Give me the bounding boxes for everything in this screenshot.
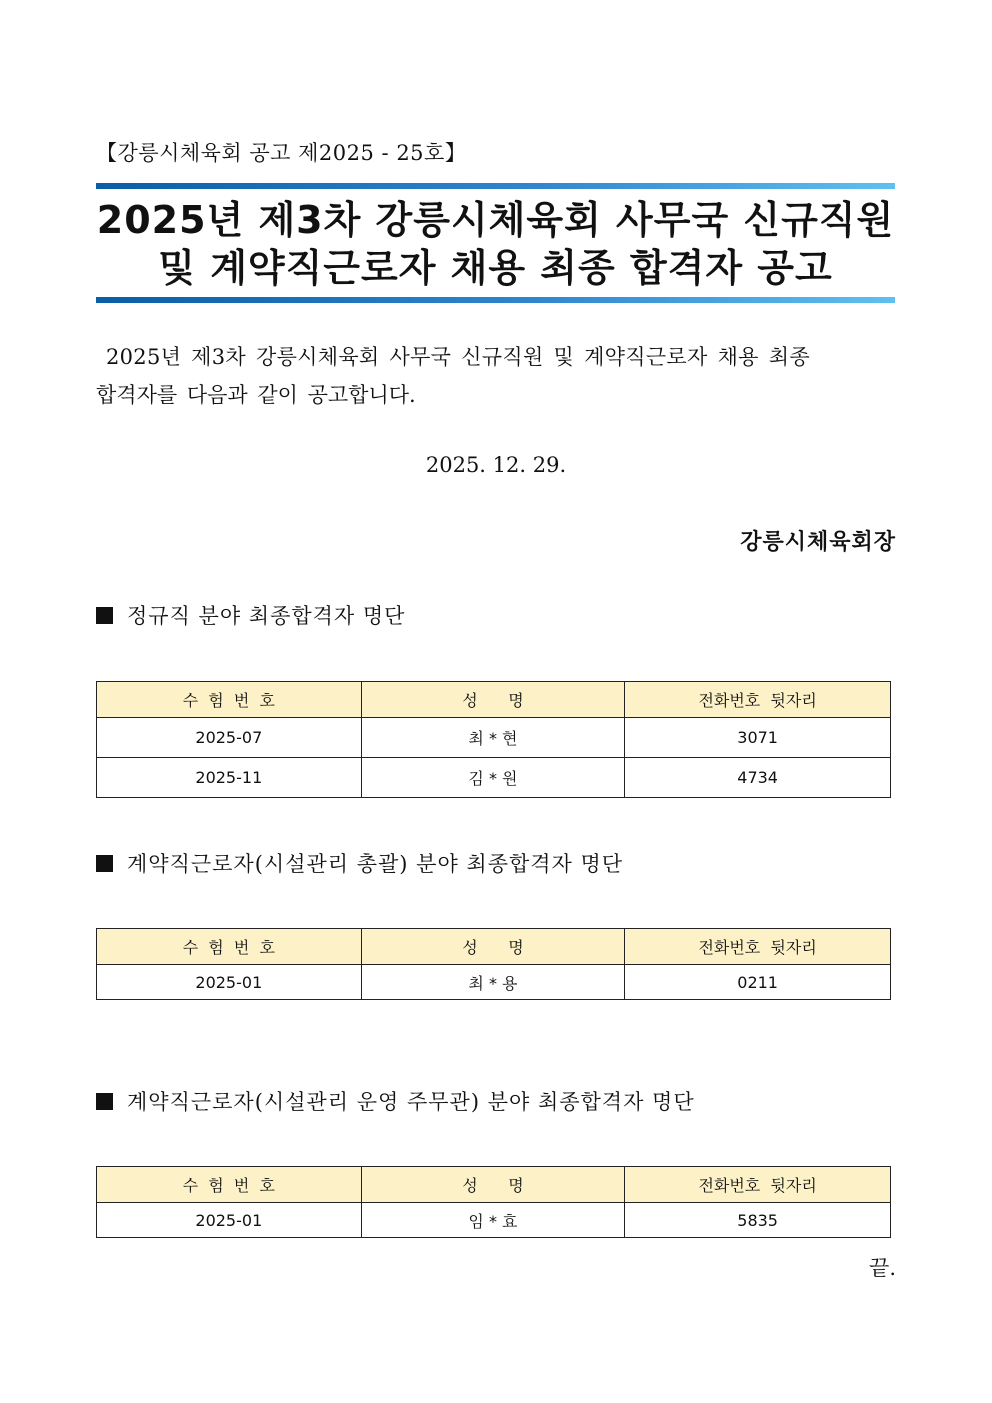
cell-name: 임 * 효 bbox=[361, 1203, 625, 1238]
cell-exam-number: 2025-11 bbox=[97, 758, 362, 798]
intro-paragraph bbox=[96, 338, 896, 414]
square-bullet-icon bbox=[96, 1093, 113, 1110]
table-row bbox=[97, 1203, 891, 1238]
header-phone-last: 전화번호 뒷자리 bbox=[625, 1167, 891, 1203]
header-name: 성 명 bbox=[361, 929, 625, 965]
header-exam-number: 수 험 번 호 bbox=[97, 929, 362, 965]
signer: 강릉시체육회장 bbox=[740, 529, 896, 555]
table-row bbox=[97, 758, 891, 798]
end-mark: 끝. bbox=[869, 1256, 896, 1280]
intro-line-1: 2025년 제3차 강릉시체육회 사무국 신규직원 및 계약직근로자 채용 최종 bbox=[96, 345, 810, 369]
title-top-bar bbox=[96, 183, 895, 189]
cell-exam-number: 2025-01 bbox=[97, 965, 362, 1000]
section-heading-facility-general bbox=[96, 848, 623, 878]
table-header-row bbox=[97, 682, 891, 718]
section-heading-facility-operations bbox=[96, 1086, 695, 1116]
title-bottom-bar bbox=[96, 297, 895, 303]
cell-exam-number: 2025-07 bbox=[97, 718, 362, 758]
section-heading-regular bbox=[96, 600, 405, 630]
table-row bbox=[97, 965, 891, 1000]
results-table-regular bbox=[96, 681, 891, 798]
cell-name: 김 * 원 bbox=[361, 758, 625, 798]
results-table-facility-general bbox=[96, 928, 891, 1000]
intro-line-2: 합격자를 다음과 같이 공고합니다. bbox=[96, 383, 416, 407]
header-exam-number: 수 험 번 호 bbox=[97, 1167, 362, 1203]
announcement-date: 2025. 12. 29. bbox=[425, 453, 567, 477]
title-line-2: 및 계약직근로자 채용 최종 합격자 공고 bbox=[158, 246, 833, 290]
cell-exam-number: 2025-01 bbox=[97, 1203, 362, 1238]
cell-phone-last: 4734 bbox=[625, 758, 891, 798]
header-name: 성 명 bbox=[361, 1167, 625, 1203]
header-phone-last: 전화번호 뒷자리 bbox=[625, 682, 891, 718]
header-phone-last: 전화번호 뒷자리 bbox=[625, 929, 891, 965]
document-title bbox=[96, 196, 895, 292]
section-heading-text: 계약직근로자(시설관리 총괄) 분야 최종합격자 명단 bbox=[127, 852, 624, 876]
cell-phone-last: 3071 bbox=[625, 718, 891, 758]
table-header-row bbox=[97, 1167, 891, 1203]
cell-name: 최 * 현 bbox=[361, 718, 625, 758]
cell-phone-last: 0211 bbox=[625, 965, 891, 1000]
title-line-1: 2025년 제3차 강릉시체육회 사무국 신규직원 bbox=[96, 198, 895, 242]
cell-name: 최 * 용 bbox=[361, 965, 625, 1000]
table-row bbox=[97, 718, 891, 758]
square-bullet-icon bbox=[96, 607, 113, 624]
header-name: 성 명 bbox=[361, 682, 625, 718]
notice-number: 【강릉시체육회 공고 제2025 - 25호】 bbox=[96, 141, 467, 165]
results-table-facility-operations bbox=[96, 1166, 891, 1238]
header-exam-number: 수 험 번 호 bbox=[97, 682, 362, 718]
table-header-row bbox=[97, 929, 891, 965]
section-heading-text: 계약직근로자(시설관리 운영 주무관) 분야 최종합격자 명단 bbox=[127, 1090, 695, 1114]
cell-phone-last: 5835 bbox=[625, 1203, 891, 1238]
square-bullet-icon bbox=[96, 855, 113, 872]
section-heading-text: 정규직 분야 최종합격자 명단 bbox=[127, 604, 406, 628]
